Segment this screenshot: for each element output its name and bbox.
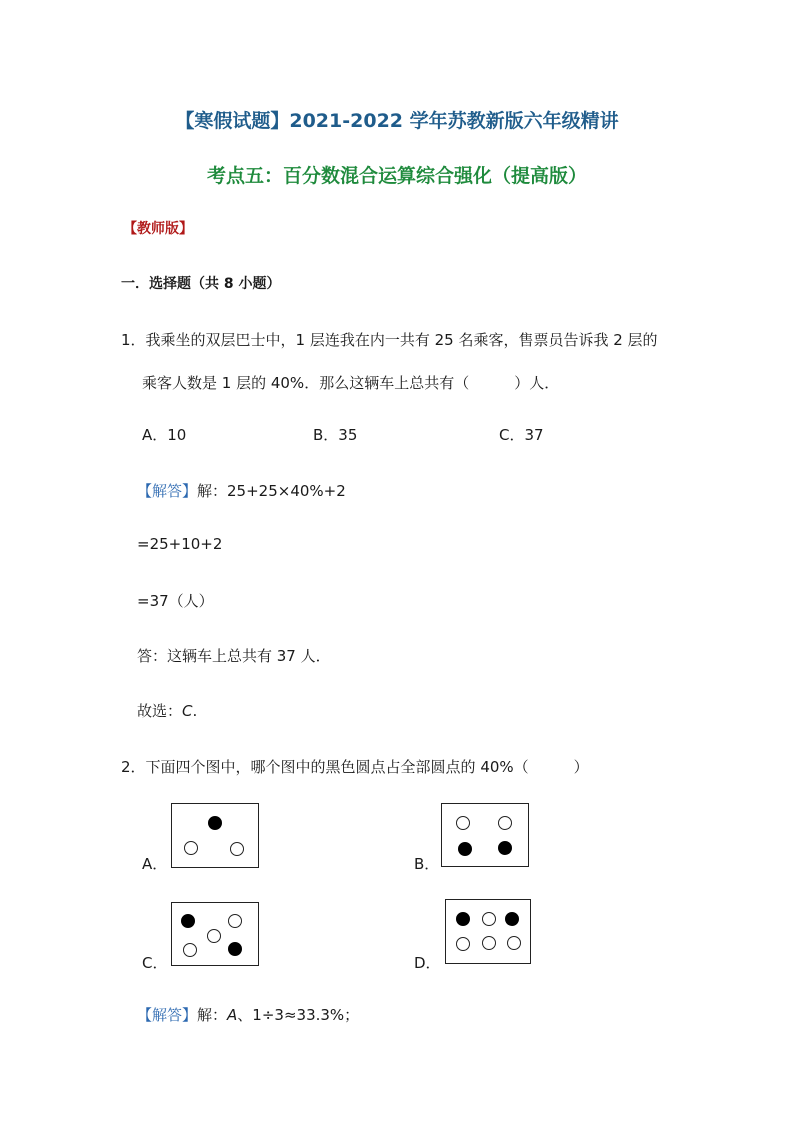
q2-option-c-label: C． — [142, 954, 168, 972]
q2-option-a-label: A． — [142, 855, 168, 873]
q1-choice-line — [137, 700, 197, 721]
figure-dot — [228, 914, 242, 928]
q1-solution-text: 解：25+25×40%+2 — [197, 482, 346, 500]
q2-solution-prefix: 解： — [197, 1006, 228, 1024]
q1-solution-line2: =25+10+2 — [137, 535, 223, 553]
q1-stem-line1: 1．我乘坐的双层巴士中，1 层连我在内一共有 25 名乘客，售票员告诉我 2 层的 — [121, 331, 658, 349]
choice-suffix: . — [192, 702, 198, 720]
teacher-edition-label: 【教师版】 — [123, 221, 193, 237]
figure-dot — [498, 816, 512, 830]
q2-option-d-label: D． — [414, 954, 441, 972]
q1-stem-line2: 乘客人数是 1 层的 40%．那么这辆车上总共有（ ）人． — [142, 374, 560, 392]
figure-dot — [482, 936, 496, 950]
q2-solution-rest: 、1÷3≈33.3%； — [237, 1006, 360, 1024]
q2-figure-b — [441, 803, 529, 867]
document-subtitle: 考点五：百分数混合运算综合强化（提高版） — [206, 165, 587, 187]
q1-option-b: B．35 — [313, 426, 358, 444]
q1-solution-line1 — [137, 480, 346, 501]
answer-tag: 【解答】 — [137, 1006, 198, 1024]
q1-option-c: C．37 — [499, 426, 544, 444]
q2-solution-line — [137, 1004, 359, 1025]
figure-dot — [184, 841, 198, 855]
figure-dot — [183, 943, 197, 957]
q2-stem: 2．下面四个图中，哪个图中的黑色圆点占全部圆点的 40%（ ） — [121, 758, 589, 776]
figure-dot — [507, 936, 521, 950]
figure-dot — [208, 816, 222, 830]
q2-figure-a — [171, 803, 259, 868]
figure-dot — [207, 929, 221, 943]
figure-dot — [456, 937, 470, 951]
document-title: 【寒假试题】2021-2022 学年苏教新版六年级精讲 — [175, 110, 619, 132]
section-heading: 一．选择题（共 8 小题） — [121, 276, 281, 292]
figure-dot — [228, 942, 242, 956]
q2-figure-c — [171, 902, 259, 966]
figure-dot — [456, 912, 470, 926]
q1-solution-line3: =37（人） — [137, 592, 214, 610]
q1-answer-line: 答：这辆车上总共有 37 人． — [137, 647, 331, 665]
answer-tag: 【解答】 — [137, 482, 198, 500]
figure-dot — [505, 912, 519, 926]
figure-dot — [456, 816, 470, 830]
q2-solution-letter: A — [227, 1006, 238, 1024]
q2-option-b-label: B． — [414, 855, 440, 873]
figure-dot — [498, 841, 512, 855]
figure-dot — [181, 914, 195, 928]
figure-dot — [458, 842, 472, 856]
figure-dot — [230, 842, 244, 856]
q1-option-a: A．10 — [142, 426, 187, 444]
figure-dot — [482, 912, 496, 926]
choice-letter: C — [182, 702, 193, 720]
q2-figure-d — [445, 899, 531, 964]
choice-prefix: 故选： — [137, 702, 183, 720]
